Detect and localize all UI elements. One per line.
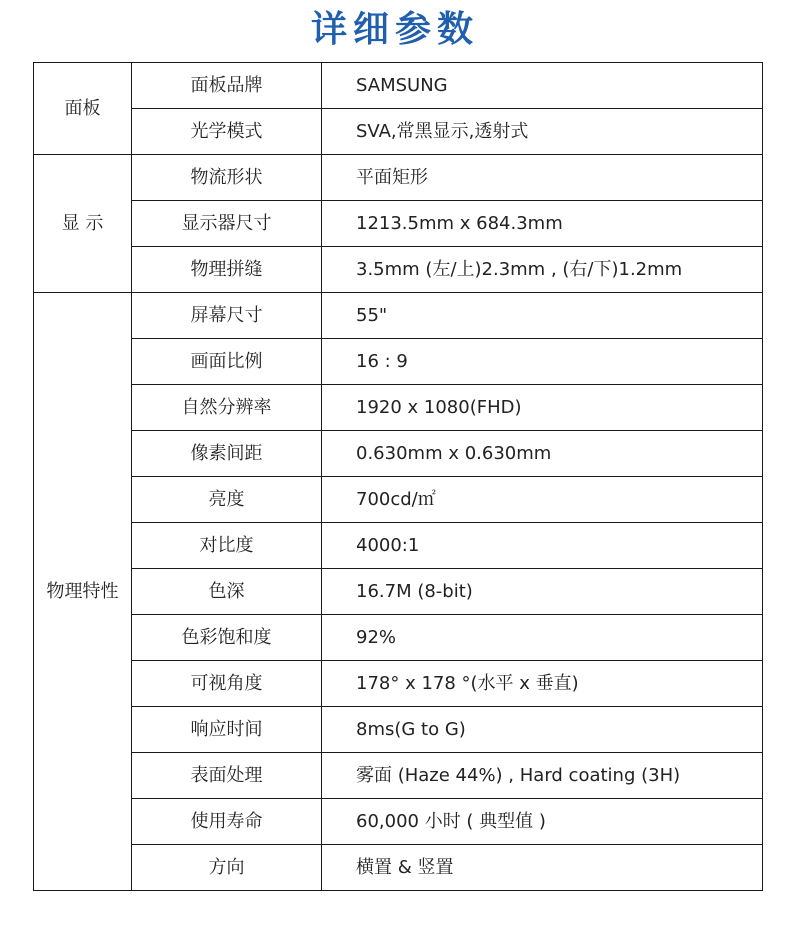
spec-value: 1920 x 1080(FHD)	[322, 385, 763, 431]
spec-label: 对比度	[132, 523, 322, 569]
group-label-panel: 面板	[34, 63, 132, 155]
spec-label: 面板品牌	[132, 63, 322, 109]
table-row	[34, 477, 763, 523]
table-row	[34, 247, 763, 293]
spec-value: 0.630mm x 0.630mm	[322, 431, 763, 477]
spec-label: 响应时间	[132, 707, 322, 753]
table-row	[34, 845, 763, 891]
group-label-physical: 物理特性	[34, 293, 132, 891]
page-title: 详细参数	[310, 9, 479, 50]
table-row	[34, 753, 763, 799]
table-row	[34, 431, 763, 477]
table-row	[34, 799, 763, 845]
table-row	[34, 63, 763, 109]
spec-label: 物流形状	[132, 155, 322, 201]
spec-label: 画面比例	[132, 339, 322, 385]
spec-value: SVA,常黑显示,透射式	[322, 109, 763, 155]
table-row	[34, 385, 763, 431]
table-row	[34, 707, 763, 753]
spec-value: 60,000 小时 ( 典型值 )	[322, 799, 763, 845]
spec-label: 自然分辨率	[132, 385, 322, 431]
table-row	[34, 201, 763, 247]
table-row	[34, 615, 763, 661]
table-row	[34, 293, 763, 339]
table-row	[34, 569, 763, 615]
spec-value: 雾面 (Haze 44%) , Hard coating (3H)	[322, 753, 763, 799]
spec-value: 4000:1	[322, 523, 763, 569]
spec-value: 178° x 178 °(水平 x 垂直)	[322, 661, 763, 707]
spec-value: 92%	[322, 615, 763, 661]
spec-value: 700cd/㎡	[322, 477, 763, 523]
spec-label: 色彩饱和度	[132, 615, 322, 661]
spec-value: 横置 & 竖置	[322, 845, 763, 891]
spec-label: 亮度	[132, 477, 322, 523]
spec-value: 55"	[322, 293, 763, 339]
table-row	[34, 339, 763, 385]
table-row	[34, 661, 763, 707]
spec-value: 8ms(G to G)	[322, 707, 763, 753]
spec-label: 显示器尺寸	[132, 201, 322, 247]
spec-value: 16.7M (8-bit)	[322, 569, 763, 615]
spec-table	[33, 62, 763, 891]
spec-value: 1213.5mm x 684.3mm	[322, 201, 763, 247]
spec-label: 光学模式	[132, 109, 322, 155]
spec-label: 物理拼缝	[132, 247, 322, 293]
spec-label: 方向	[132, 845, 322, 891]
spec-label: 表面处理	[132, 753, 322, 799]
table-row	[34, 155, 763, 201]
spec-value: 平面矩形	[322, 155, 763, 201]
spec-label: 使用寿命	[132, 799, 322, 845]
spec-label: 像素间距	[132, 431, 322, 477]
spec-label: 可视角度	[132, 661, 322, 707]
spec-value: SAMSUNG	[322, 63, 763, 109]
spec-value: 16 : 9	[322, 339, 763, 385]
spec-value: 3.5mm (左/上)2.3mm , (右/下)1.2mm	[322, 247, 763, 293]
group-label-display: 显 示	[34, 155, 132, 293]
table-row	[34, 109, 763, 155]
spec-label: 色深	[132, 569, 322, 615]
spec-label: 屏幕尺寸	[132, 293, 322, 339]
table-row	[34, 523, 763, 569]
